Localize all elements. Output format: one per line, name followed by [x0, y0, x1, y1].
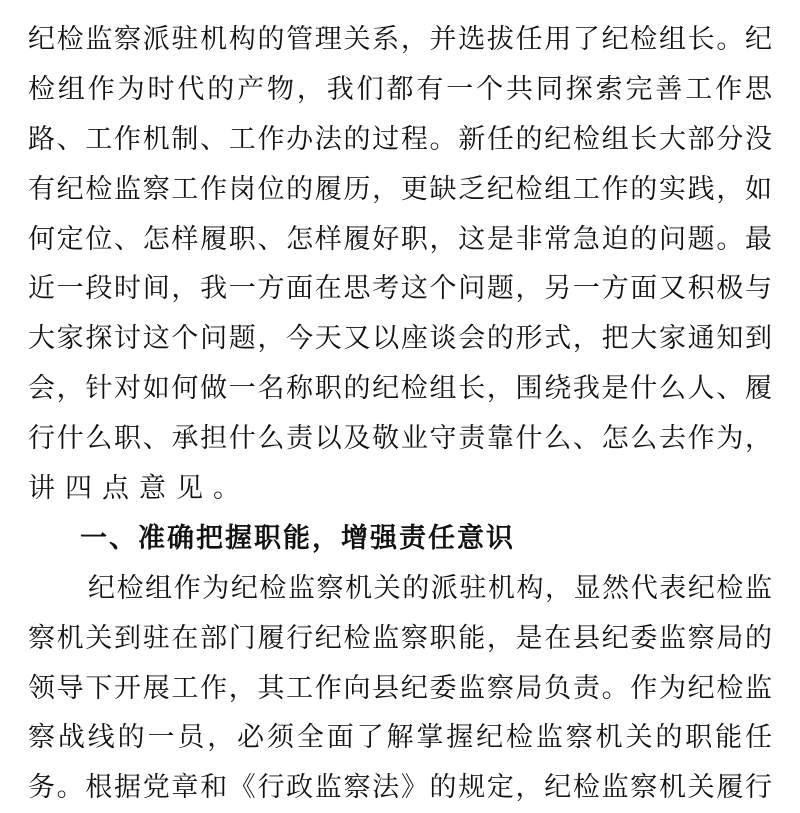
text-line: 务。根据党章和《行政监察法》的规定，纪检监察机关履行	[28, 772, 772, 803]
text-line: 讲四点意见。	[28, 473, 250, 504]
section-heading: 一、准确把握职能，增强责任意识	[80, 523, 515, 554]
text-line: 察机关到驻在部门履行纪检监察职能，是在县纪委监察局的	[28, 623, 772, 654]
text-line: 纪检组作为纪检监察机关的派驻机构，显然代表纪检监	[88, 573, 772, 604]
text-line: 领导下开展工作，其工作向县纪委监察局负责。作为纪检监	[28, 673, 772, 704]
text-line: 有纪检监察工作岗位的履历，更缺乏纪检组工作的实践，如	[28, 174, 772, 205]
text-line: 大家探讨这个问题，今天又以座谈会的形式，把大家通知到	[28, 323, 772, 354]
text-line: 纪检监察派驻机构的管理关系，并选拔任用了纪检组长。纪	[28, 24, 772, 55]
text-line: 近一段时间，我一方面在思考这个问题，另一方面又积极与	[28, 273, 772, 304]
text-line: 何定位、怎样履职、怎样履好职，这是非常急迫的问题。最	[28, 224, 772, 255]
text-line: 察战线的一员，必须全面了解掌握纪检监察机关的职能任	[28, 722, 772, 753]
text-line: 检组作为时代的产物，我们都有一个共同探索完善工作思	[28, 74, 772, 105]
text-line: 行什么职、承担什么责以及敬业守责靠什么、怎么去作为，	[28, 423, 772, 454]
text-line: 会，针对如何做一名称职的纪检组长，围绕我是什么人、履	[28, 373, 772, 404]
text-line: 路、工作机制、工作办法的过程。新任的纪检组长大部分没	[28, 124, 772, 155]
